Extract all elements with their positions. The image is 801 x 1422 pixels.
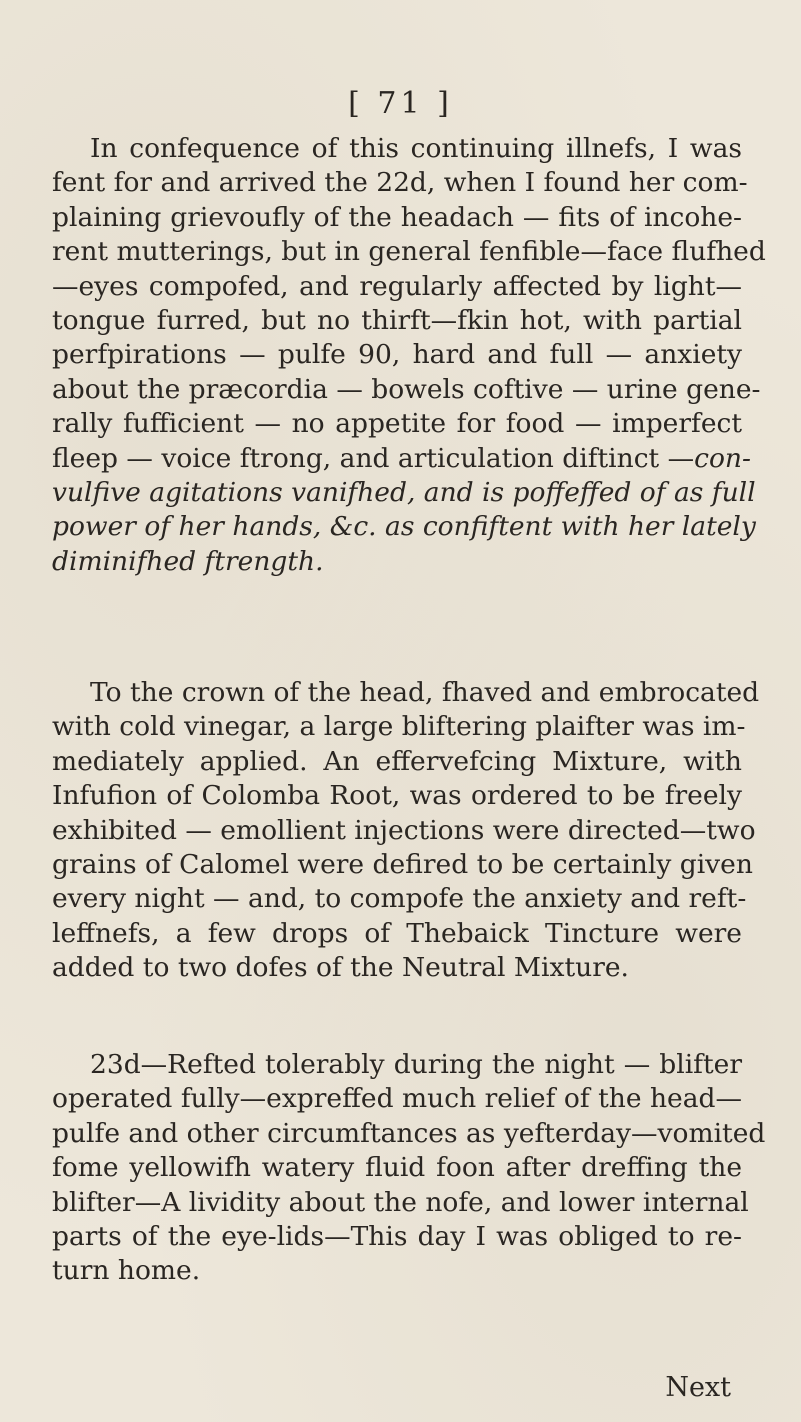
catchword: Next xyxy=(665,1372,731,1403)
text-line: pulfe and other circumftances as yefterday—vomited xyxy=(52,1117,766,1149)
text-line: operated fully—expreffed much relief of the head— xyxy=(52,1083,742,1115)
text-line-italic-tail: con- xyxy=(694,442,751,474)
text-line: 23d—Refted tolerably during the night — blifter xyxy=(90,1049,742,1080)
text-line: exhibited — emollient injections were directed—two xyxy=(52,814,756,846)
text-line: plaining grievoufly of the headach — fits of incohe- xyxy=(52,201,742,233)
text-line: added to two dofes of the Neutral Mixture. xyxy=(52,952,629,984)
text-line: fome yellowifh watery fluid foon after dreffing the xyxy=(52,1152,742,1184)
text-line: rent mutterings, but in general fenfible—face flufhed xyxy=(52,236,766,268)
text-line: fent for and arrived the 22d, when I found her com- xyxy=(52,167,748,199)
text-line: To the crown of the head, fhaved and embrocated xyxy=(90,677,760,708)
text-line-italic: vulfive agitations vanifhed, and is poffeffed of as full xyxy=(52,477,756,509)
text-line: grains of Calomel were defired to be certainly given xyxy=(52,849,753,881)
paragraph-2 xyxy=(52,676,760,986)
paragraph-1 xyxy=(52,132,766,579)
text-line: tongue furred, but no thirft—fkin hot, with partial xyxy=(52,305,742,337)
text-line: —eyes compofed, and regularly affected by light— xyxy=(52,270,742,302)
text-line: about the præcordia — bowels coftive — urine gene- xyxy=(52,373,761,405)
text-line: turn home. xyxy=(52,1255,201,1287)
text-line: leffnefs, a few drops of Thebaick Tincture were xyxy=(52,917,742,949)
text-line: every night — and, to compofe the anxiety and reft- xyxy=(52,883,747,915)
text-line-italic: diminifhed ftrength. xyxy=(52,545,324,577)
text-line: Infufion of Colomba Root, was ordered to be freely xyxy=(52,780,742,812)
paragraph-3 xyxy=(52,1048,766,1289)
page-number: [ 71 ] xyxy=(348,86,453,121)
text-line-italic: power of her hands, &c. as confiftent with her lately xyxy=(52,511,756,543)
text-line: rally fufficient — no appetite for food — imperfect xyxy=(52,408,742,440)
text-line: mediately applied. An effervefcing Mixture, with xyxy=(52,745,742,777)
text-line xyxy=(52,442,751,476)
text-line: parts of the eye-lids—This day I was obliged to re- xyxy=(52,1221,742,1253)
text-line-roman: fleep — voice ftrong, and articulation diftinct — xyxy=(52,442,695,474)
text-line: In confequence of this continuing illnefs, I was xyxy=(90,133,742,164)
text-line: blifter—A lividity about the nofe, and lower internal xyxy=(52,1186,749,1218)
text-line: with cold vinegar, a large bliftering plaifter was im- xyxy=(52,711,746,743)
text-line: perfpirations — pulfe 90, hard and full — anxiety xyxy=(52,339,742,371)
